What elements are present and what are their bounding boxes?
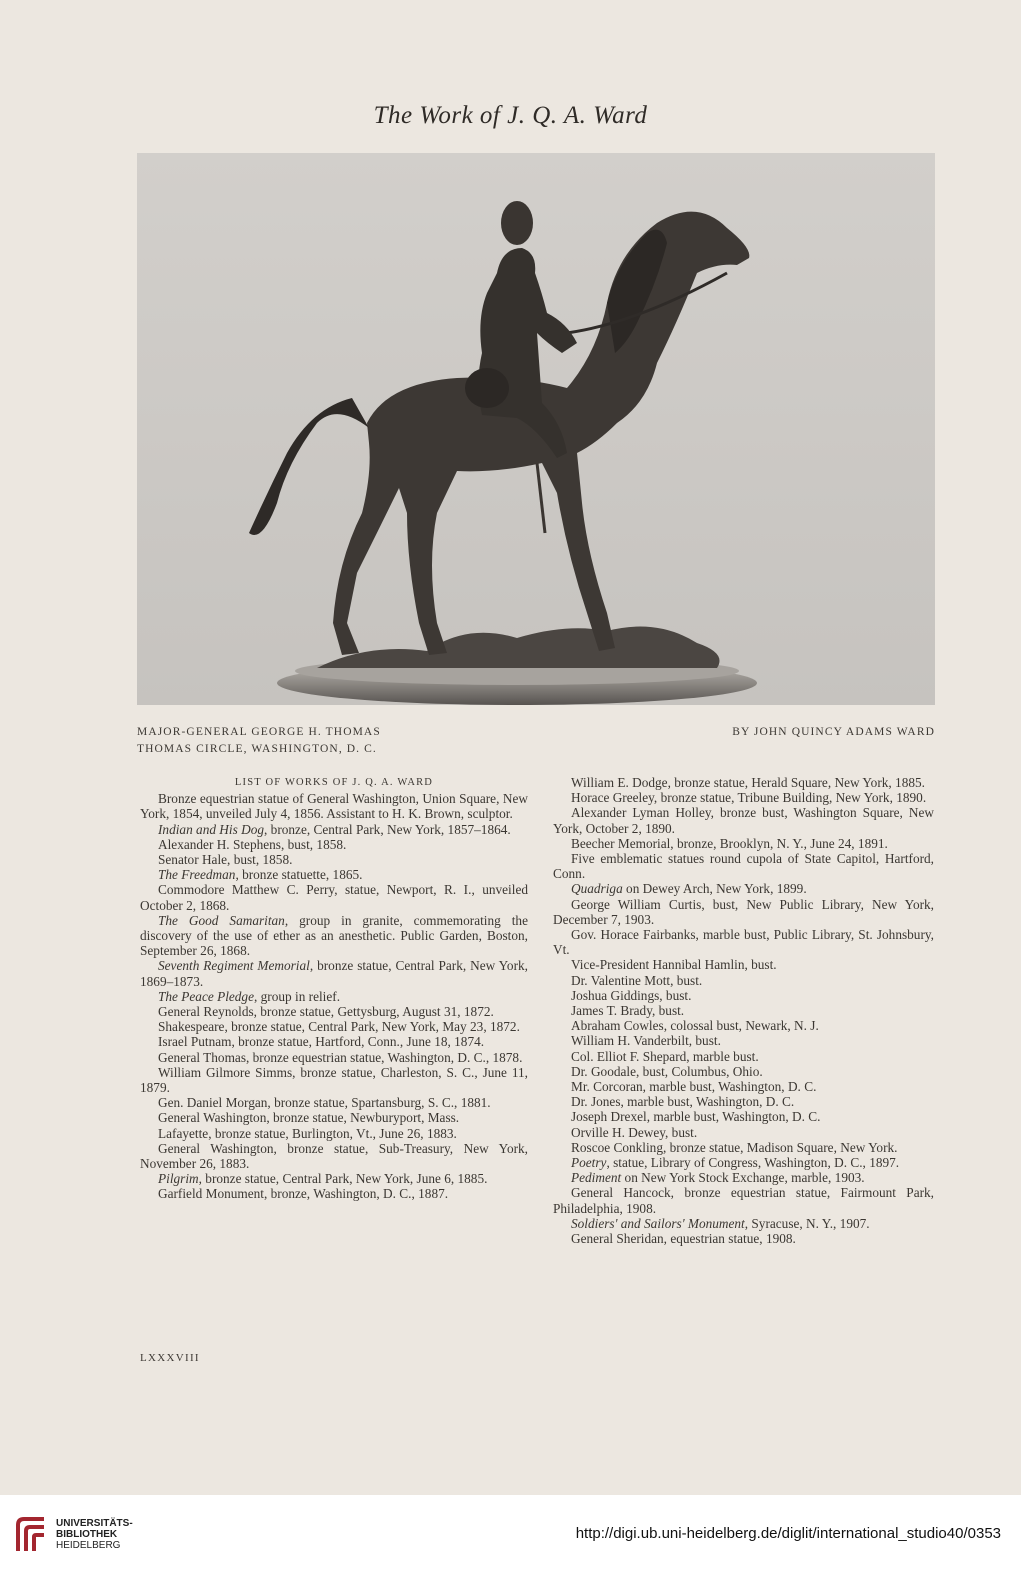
works-list-entry xyxy=(553,881,934,896)
works-list-entry: Vice-President Hannibal Hamlin, bust. xyxy=(571,957,777,973)
works-list-entry xyxy=(140,913,528,959)
work-details: , group in relief. xyxy=(254,988,341,1004)
library-logo-icon xyxy=(14,1515,48,1560)
works-list-entry: Beecher Memorial, bronze, Brooklyn, N. Y., June 24, 1891. xyxy=(571,835,888,851)
work-title: Seventh Regiment Memorial xyxy=(158,958,310,974)
works-list-entry: George William Curtis, bust, New Public Library, New York, December 7, 1903. xyxy=(553,896,934,927)
page-title: The Work of J. Q. A. Ward xyxy=(373,102,648,129)
works-list-entry: William Gilmore Simms, bronze statue, Charleston, S. C., June 11, 1879. xyxy=(140,1064,528,1096)
works-list-entry xyxy=(553,1216,934,1231)
works-list-entry: Roscoe Conkling, bronze statue, Madison Square, New York. xyxy=(571,1139,898,1155)
works-list-entry: Gov. Horace Fairbanks, marble bust, Public Library, St. Johnsbury, Vt. xyxy=(553,927,934,958)
works-list-left-column xyxy=(140,775,528,1202)
works-list-entry xyxy=(553,1155,934,1170)
works-list-entry: Alexander Lyman Holley, bronze bust, Washington Square, New York, October 2, 1890. xyxy=(553,805,934,836)
work-title: Pediment xyxy=(571,1170,622,1186)
works-list-entry: Horace Greeley, bronze statue, Tribune Building, New York, 1890. xyxy=(571,790,927,806)
work-title: The Freedman xyxy=(158,867,236,883)
works-list-entry: Shakespeare, bronze statue, Central Park, New York, May 23, 1872. xyxy=(158,1019,520,1035)
work-title: The Good Samaritan xyxy=(158,912,285,928)
work-title: Indian and His Dog xyxy=(158,821,265,837)
works-list-entry xyxy=(140,989,528,1004)
works-list-entry: Israel Putnam, bronze statue, Hartford, Conn., June 18, 1874. xyxy=(158,1034,485,1050)
work-details: on Dewey Arch, New York, 1899. xyxy=(622,881,807,897)
works-list-entry: William E. Dodge, bronze statue, Herald Square, New York, 1885. xyxy=(571,775,925,790)
works-list-entry: Col. Elliot F. Shepard, marble bust. xyxy=(571,1048,759,1064)
library-name-line1: UNIVERSITÄTS- xyxy=(56,1518,133,1529)
source-url-link[interactable]: http://digi.ub.uni-heidelberg.de/diglit/international_studio40/0353 xyxy=(575,1525,1001,1542)
works-list-entry: James T. Brady, bust. xyxy=(571,1003,685,1019)
footer-bar xyxy=(0,1495,1021,1585)
statue-photograph xyxy=(137,153,935,705)
works-list-entry: Dr. Goodale, bust, Columbus, Ohio. xyxy=(571,1063,763,1079)
library-name-line2: BIBLIOTHEK xyxy=(56,1529,118,1540)
works-list-entry: General Washington, bronze statue, Sub-Treasury, New York, November 26, 1883. xyxy=(140,1140,528,1172)
works-list-entry: Gen. Daniel Morgan, bronze statue, Spartansburg, S. C., 1881. xyxy=(158,1095,491,1111)
works-list-entry xyxy=(140,867,528,882)
works-list-entry: Commodore Matthew C. Perry, statue, Newport, R. I., unveiled October 2, 1868. xyxy=(140,882,528,913)
works-list-entry: Bronze equestrian statue of General Washington, Union Square, New York, 1854, unveiled July 4, 1856. Assistant to H. K. Brown, sculptor. xyxy=(140,791,528,822)
works-list-entry: Orville H. Dewey, bust. xyxy=(571,1124,698,1140)
works-list-entry: Dr. Valentine Mott, bust. xyxy=(571,972,703,988)
equestrian-statue-image xyxy=(137,153,935,705)
work-details: , bronze statue, Central Park, New York, June 6, 1885. xyxy=(198,1171,488,1187)
work-title: The Peace Pledge xyxy=(158,988,254,1004)
caption-title: MAJOR-GENERAL GEORGE H. THOMAS xyxy=(137,726,381,738)
work-title: Quadriga xyxy=(571,881,623,897)
works-list-entry: General Reynolds, bronze statue, Gettysburg, August 31, 1872. xyxy=(158,1004,494,1020)
work-details: , bronze statuette, 1865. xyxy=(235,867,363,883)
works-list-entry: Senator Hale, bust, 1858. xyxy=(158,852,293,868)
library-name-line3: HEIDELBERG xyxy=(56,1540,121,1551)
works-list-entry: General Washington, bronze statue, Newburyport, Mass. xyxy=(158,1110,460,1126)
works-list-right-column xyxy=(553,775,934,1246)
works-list-entry: General Hancock, bronze equestrian statue, Fairmount Park, Philadelphia, 1908. xyxy=(553,1185,934,1216)
caption-credit: BY JOHN QUINCY ADAMS WARD xyxy=(732,726,935,738)
works-list-entry xyxy=(553,1170,934,1185)
work-details: , Syracuse, N. Y., 1907. xyxy=(744,1215,870,1231)
works-list-entry: William H. Vanderbilt, bust. xyxy=(571,1033,721,1049)
works-list-entry: Garfield Monument, bronze, Washington, D. C., 1887. xyxy=(158,1186,449,1202)
works-list-entry: Mr. Corcoran, marble bust, Washington, D. C. xyxy=(571,1079,817,1095)
works-list-heading: LIST OF WORKS OF J. Q. A. WARD xyxy=(234,777,434,788)
page-number: LXXXVIII xyxy=(140,1352,200,1364)
work-title: Poetry xyxy=(571,1155,607,1171)
caption-location: THOMAS CIRCLE, WASHINGTON, D. C. xyxy=(137,743,377,755)
work-details: , statue, Library of Congress, Washington, D. C., 1897. xyxy=(606,1155,900,1171)
works-list-entry: General Sheridan, equestrian statue, 1908. xyxy=(571,1231,796,1247)
work-title: Soldiers' and Sailors' Monument xyxy=(571,1215,745,1231)
work-details: , bronze, Central Park, New York, 1857–1864. xyxy=(264,821,511,837)
library-name xyxy=(56,1518,133,1551)
work-details: on New York Stock Exchange, marble, 1903. xyxy=(621,1170,865,1186)
works-list-entry: Dr. Jones, marble bust, Washington, D. C. xyxy=(571,1094,795,1110)
works-list-entry: Lafayette, bronze statue, Burlington, Vt., June 26, 1883. xyxy=(158,1125,457,1141)
work-title: Pilgrim xyxy=(158,1171,199,1187)
works-list-entry: Joshua Giddings, bust. xyxy=(571,987,692,1003)
works-list-entry xyxy=(140,958,528,988)
work-details: , bronze statue, Central Park, New York, 1869–1873. xyxy=(140,958,528,989)
works-list-entry: General Thomas, bronze equestrian statue, Washington, D. C., 1878. xyxy=(158,1049,523,1065)
work-details: , group in granite, commemorating the discovery of the use of ether as an anesthetic. Public Garden, Boston, September 26, 1868. xyxy=(140,912,528,959)
works-list-entry: Five emblematic statues round cupola of State Capitol, Hartford, Conn. xyxy=(553,851,934,882)
works-list-entry xyxy=(140,822,528,837)
works-list-entry: Abraham Cowles, colossal bust, Newark, N. J. xyxy=(571,1018,819,1034)
works-list-entry: Joseph Drexel, marble bust, Washington, D. C. xyxy=(571,1109,821,1125)
works-list-entry xyxy=(140,1171,528,1186)
works-list-entry: Alexander H. Stephens, bust, 1858. xyxy=(158,836,347,852)
